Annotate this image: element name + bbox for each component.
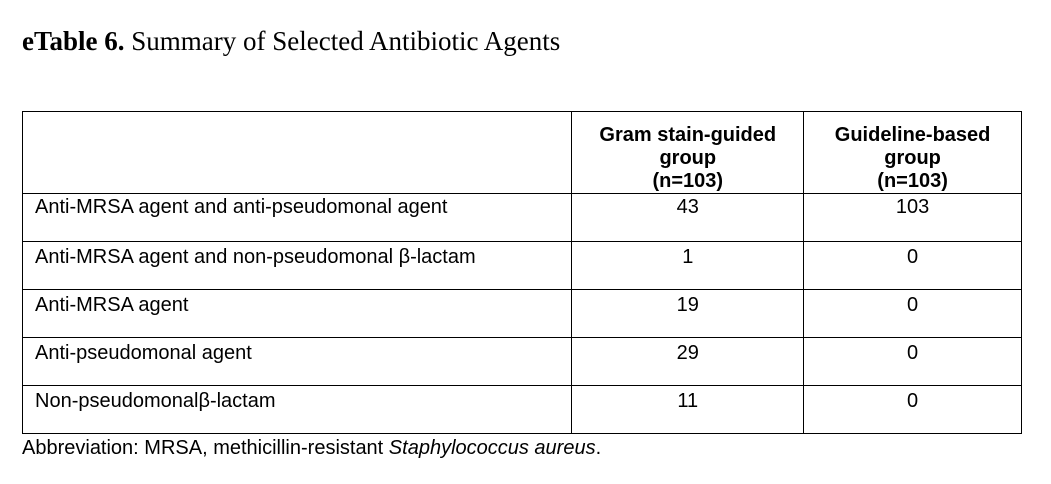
table-row: [23, 290, 1022, 338]
table-footnote: [22, 437, 601, 460]
gram-stain-count-cell: 19: [572, 290, 804, 338]
table-row: [23, 194, 1022, 242]
header-line: (n=103): [877, 170, 948, 192]
table-title-text: Summary of Selected Antibiotic Agents: [131, 26, 561, 56]
antibiotic-summary-table: [22, 111, 1022, 434]
gram-stain-count-cell: 11: [572, 386, 804, 434]
guideline-count-cell: 0: [804, 290, 1022, 338]
header-line: Gram stain-guided: [599, 124, 777, 146]
table-title: [22, 26, 560, 57]
gram-stain-count-cell: 29: [572, 338, 804, 386]
table-row: [23, 386, 1022, 434]
agent-cell: Non-pseudomonalβ-lactam: [23, 386, 572, 434]
guideline-count-cell: 103: [804, 194, 1022, 242]
agent-cell: Anti-pseudomonal agent: [23, 338, 572, 386]
table-row: [23, 338, 1022, 386]
agent-cell: Anti-MRSA agent and anti-pseudomonal agent: [23, 194, 572, 242]
guideline-count-cell: 0: [804, 386, 1022, 434]
header-line: group: [659, 147, 717, 169]
header-cell-gram-stain-guided: [572, 112, 804, 194]
agent-cell: Anti-MRSA agent and non-pseudomonal β-lactam: [23, 242, 572, 290]
table-row: [23, 242, 1022, 290]
guideline-count-cell: 0: [804, 242, 1022, 290]
header-cell-guideline-based: [804, 112, 1022, 194]
table-title-label: eTable 6.: [22, 26, 125, 56]
gram-stain-count-cell: 43: [572, 194, 804, 242]
header-line: group: [884, 147, 941, 169]
header-line: Guideline-based: [834, 124, 991, 146]
footnote-prefix: Abbreviation: MRSA, methicillin-resistant: [22, 437, 389, 459]
header-cell-empty: [23, 112, 572, 194]
footnote-organism: Staphylococcus aureus: [388, 437, 596, 459]
footnote-suffix: .: [595, 437, 602, 459]
gram-stain-count-cell: 1: [572, 242, 804, 290]
agent-cell: Anti-MRSA agent: [23, 290, 572, 338]
table-header-row: [23, 112, 1022, 194]
guideline-count-cell: 0: [804, 338, 1022, 386]
header-line: (n=103): [652, 170, 724, 192]
